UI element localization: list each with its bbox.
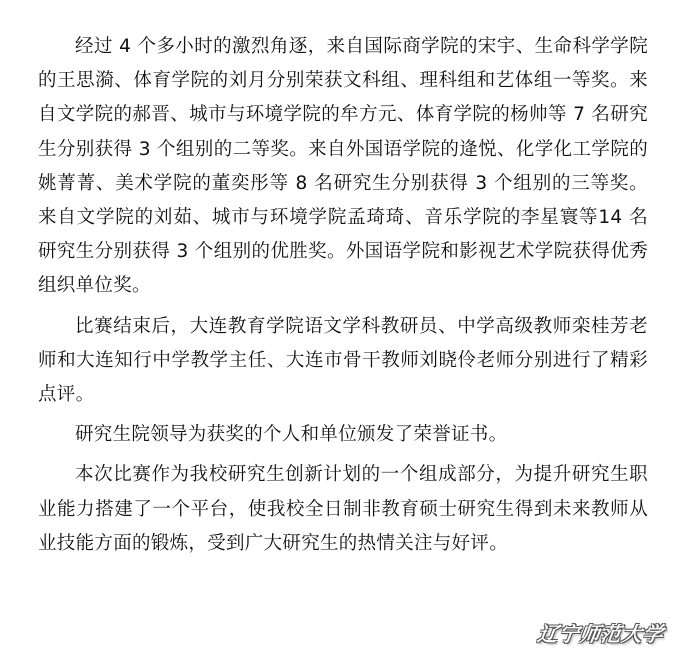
paragraph-certificates: 研究生院领导为获奖的个人和单位颁发了荣誉证书。 — [75, 424, 508, 446]
paragraph-awards: 经过 4 个多小时的激烈角逐，来自国际商学院的宋宇、生命科学学院的王思漪、体育学院的刘月分别荣获文科组、理科组和艺体组一等奖。来自文学院的郝晋、城市与环境学院的牟方元、体育学院的杨帅等 7 名研究生分别获得 3 个组别的二等奖。来自外国语学院的逄悦、化学化工学院的姚菁菁、美术学院的董奕彤等 8 名研究生分别获得 3 个组别的三等奖。来自文学院的刘茹、城市与环境学院孟琦琦、音乐学院的李星寰等14 名研究生分别获得 3 个组别的优胜奖。外国语学院和影视艺术学院获得优秀组织单位奖。 — [38, 36, 648, 297]
paragraph-comments: 比赛结束后，大连教育学院语文学科教研员、中学高级教师栾桂芳老师和大连知行中学教学主任、大连市骨干教师刘晓伶老师分别进行了精彩点评。 — [38, 315, 648, 406]
article-body — [38, 30, 648, 567]
paragraph-summary: 本次比赛作为我校研究生创新计划的一个组成部分，为提升研究生职业能力搭建了一个平台，使我校全日制非教育硕士研究生得到未来教师从业技能方面的锻炼，受到广大研究生的热情关注与好评。 — [38, 464, 648, 554]
university-watermark: 辽宁师范大学 — [536, 622, 666, 646]
